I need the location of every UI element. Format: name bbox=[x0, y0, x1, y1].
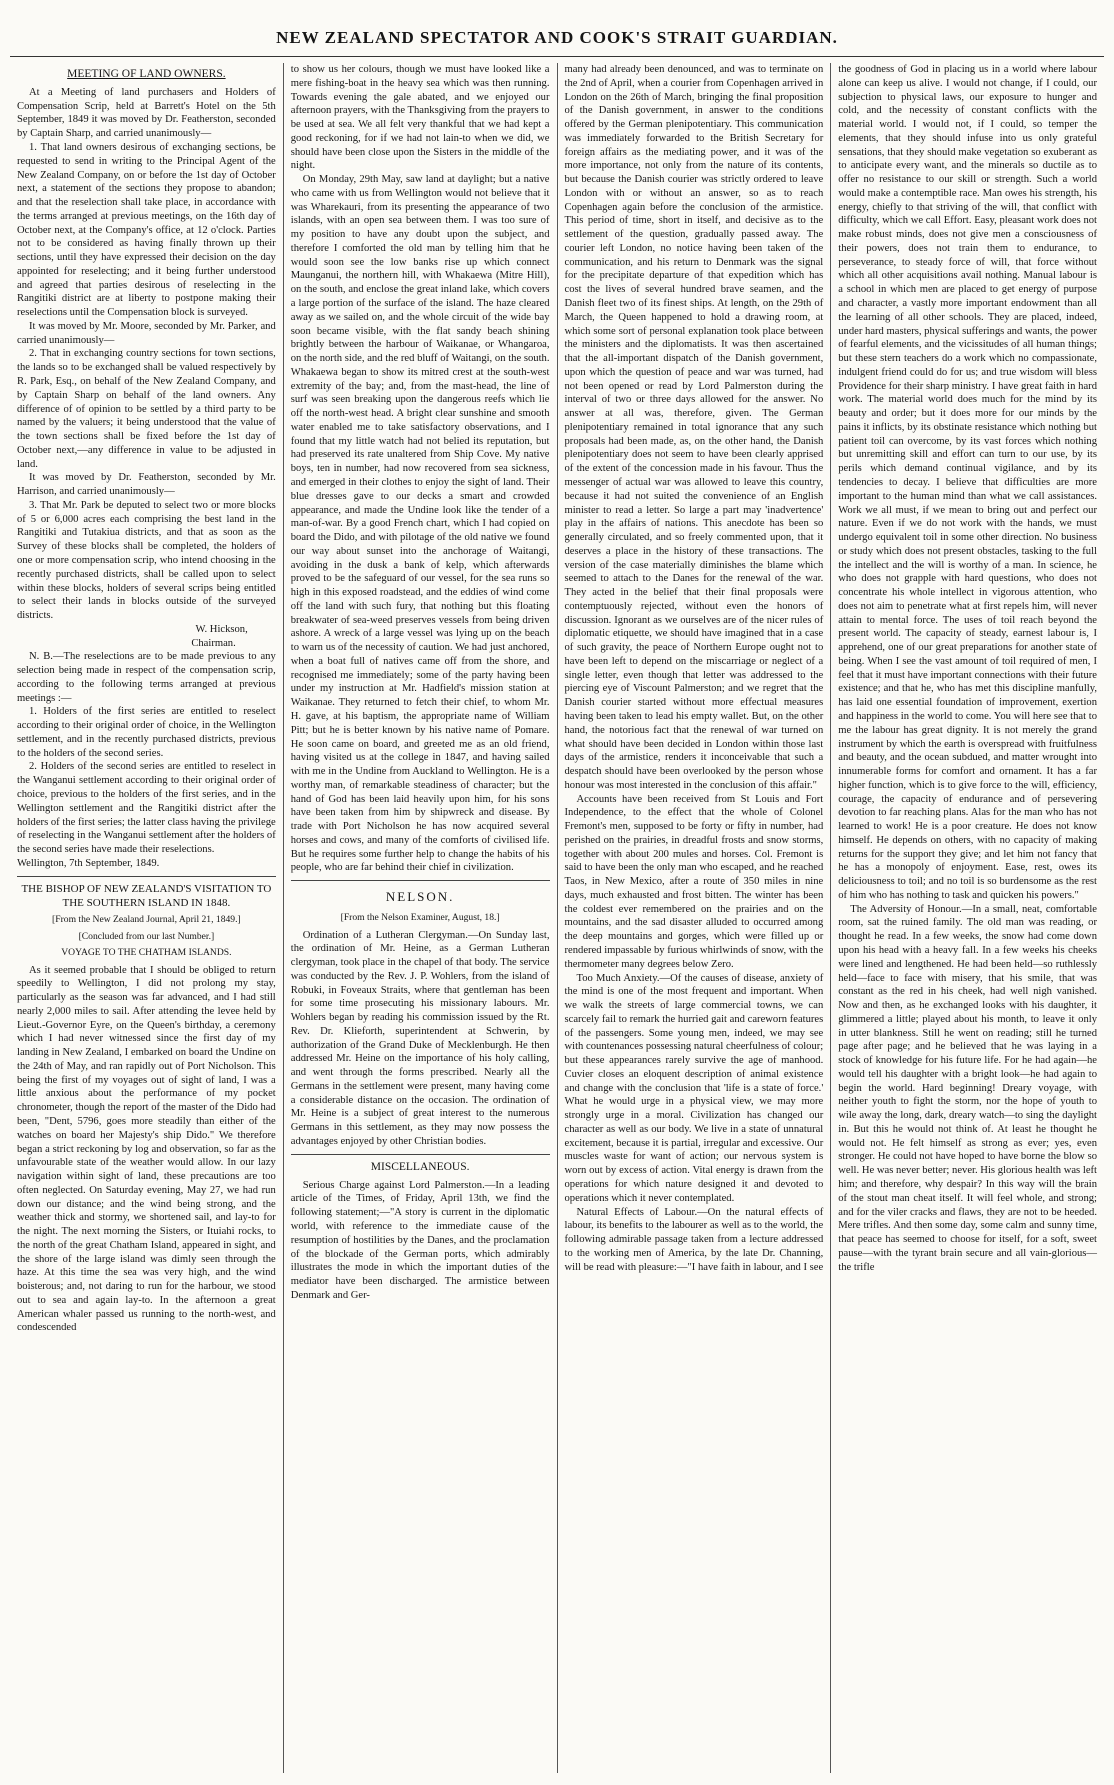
column-3 bbox=[557, 63, 831, 1773]
divider bbox=[17, 876, 276, 877]
masthead: NEW ZEALAND SPECTATOR AND COOK'S STRAIT GUARDIAN. bbox=[10, 8, 1104, 57]
columns bbox=[10, 63, 1104, 1773]
heading-nelson: NELSON. bbox=[385, 889, 455, 905]
divider bbox=[291, 1154, 550, 1155]
column-2 bbox=[283, 63, 557, 1773]
heading-miscellaneous: MISCELLANEOUS. bbox=[370, 1160, 470, 1173]
paragraph: Natural Effects of Labour.—On the natural effects of labour, its benefits to the labourer as well as to the world, the following admirable passage taken from a lecture addressed to the working men of America, by the late Dr. Channing, will be read with pleasure:—"I have faith in labour, and I see bbox=[564, 1206, 824, 1273]
paragraph: It was moved by Dr. Featherston, seconded by Mr. Harrison, and carried unanimously— bbox=[17, 472, 276, 498]
heading-meeting-of-land-owners: MEETING OF LAND OWNERS. bbox=[67, 68, 226, 80]
source-note: [From the Nelson Examiner, August, 18.] bbox=[340, 912, 500, 924]
paragraph: It was moved by Mr. Moore, seconded by Mr. Parker, and carried unanimously— bbox=[17, 320, 276, 346]
dateline: Wellington, 7th September, 1849. bbox=[17, 857, 160, 869]
paragraph: 3. That Mr. Park be deputed to select two or more blocks of 5 or 6,000 acres each comprising the best land in the Rangitiki and Tutakiua districts, and that as soon as the Survey of these blocks shall be completed, the holders of one or more compensation scrip, who intend choosing in the recently purchased districts, shall be called upon to select within these blocks, holders of several scrips being entitled to select their lands in blocks outside of the surveyed districts. bbox=[17, 499, 276, 622]
source-note: [From the New Zealand Journal, April 21, 1849.] bbox=[52, 914, 241, 926]
paragraph: Ordination of a Lutheran Clergyman.—On Sunday last, the ordination of Mr. Heine, as a German Lutheran clergyman, took place in the chapel of that body. The service was conducted by the Rev. J. P. Wohlers, from the island of Robuki, in Foveaux Straits, where that gentleman has been for some time prosecuting his missionary labours. Mr. Wohlers began by reading his commission issued by the Rt. Rev. Dr. Klieforth, superintendent at Schwerin, by authorization of the Grand Duke of Mecklenburgh. He then addressed Mr. Heine on the importance of his holy calling, and went through the forms prescribed. Nearly all the Germans in the settlement were present, many having come a considerable distance on the occasion. The ordination of Mr. Heine is a subject of great interest to the numerous Germans in this settlement, as they may now possess the advantages enjoyed by other Christian bodies. bbox=[290, 929, 550, 1148]
subheading-voyage: VOYAGE TO THE CHATHAM ISLANDS. bbox=[61, 947, 232, 959]
paragraph: N. B.—The reselections are to be made previous to any selection being made in respect of the compensation scrip, according to the following terms arranged at previous meetings :— bbox=[17, 651, 276, 704]
paragraph: The Adversity of Honour.—In a small, neat, comfortable room, sat the ruined family. The old man was reading, or thought he read. In a few weeks, the snow had come down upon his head with a heavy fall. In a few weeks his cheeks were lined and lengthened. He had been held—so ruthlessly held—face to face with misery, that his smile, that was constant as the red in his cheek, had well nigh vanished. Now and then, as he exchanged looks with his daughter, it glimmered a little; played about his month, to leave it only in utter blankness. Still he went on reading; still he turned page after page; and he believed that he was laying in a stock of knowledge for his future life. For he had again—he would tell his daughter with a bright look—he had again to begin the world. Hard beginning! Dreary voyage, with neither youth to fight the storm, nor the hope of youth to wile away the long, dark, dreary watch—to sing the daylight in. But this he would not think of. At least he thought he would not. He felt himself as strong as ever; yes, even stronger. He could not have hoped to have borne the blow so well. He was never better; never. His glorious health was left him; and therefore, why despair? In this way will the brain of the stout man cheat itself. It will feel whole, and strong; and for the viler cracks and flaws, they are not to be heeded. Mere trifles. And then some day, some calm and sunny time, that peace has seemed to choose for itself, for a soft, sweet pause—with the tyrant brain secure and all vain-glorious—the trifle bbox=[838, 903, 1097, 1273]
paragraph: the goodness of God in placing us in a world where labour alone can keep us alive. I would not change, if I could, our subjection to physical laws, our exposure to hunger and cold, and the necessity of constant conflicts with the material world. I would not, if I could, so temper the elements, that they should infuse into us only grateful sensations, that they should make vegetation so exuberant as to anticipate every want, and the minerals so ductile as to offer no resistance to our skill or strength. Such a world would make a contemptible race. Man owes his strength, his energy, chiefly to that striving of the will, that conflict with difficulty, which we call Effort. Easy, pleasant work does not make robust minds, does not give men a consciousness of their powers, does not train them to endurance, to perseverance, to steady force of will, that force without which all other acquisitions avail nothing. Manual labour is a school in which men are placed to get energy of purpose and character, a vastly more important endowment than all the learning of all other schools. They are placed, indeed, under hard masters, physical sufferings and wants, the power of fearful elements, and the vicissitudes of all human things; but these stern teachers do a work which no compassionate, indulgent friend could do for us; and true wisdom will bless Providence for their sharp ministry. I have great faith in hard work. The material world does much for the mind by its beauty and order; but it does more for our minds by the pains it inflicts, by its obstinate resistance which nothing but patient toil can overcome, by its vast forces which nothing but unremitting skill and effort can turn to our use, by its perils which demand continual vigilance, and by its tendencies to decay. I believe that difficulties are more important to the human mind than what we call assistances. Work we all must, if we mean to bring out and perfect our nature. Even if we do not work with the hands, we must undergo equivalent toil in some other direction. No business or study which does not present obstacles, tasking to the full the intellect and the will is worthy of a man. In science, he who does not grapple with hard questions, who does not concentrate his whole intellect in vigorous attention, who does not aim to penetrate what at first repels him, will never attain to mental force. The uses of toil reach beyond the present world. The capacity of steady, earnest labour is, I apprehend, one of our great preparations for another state of being. When I see the vast amount of toil required of men, I feel that it must have important connections with their future existence; and that he, who has met this discipline manfully, has laid one essential foundation of improvement, exertion and happiness in the world to come. You will here see that to me the labour has great dignity. It is not merely the grand instrument by which the earth is overspread with fruitfulness and beauty, and the ocean subdued, and matter wrought into innumerable forms for comfort and ornament. It has a far higher function, which is to give force to the will, efficiency, courage, the capacity of endurance and of persevering devotion to far reaching plans. Alas for the man who has not learned to work! He is a poor creature. He does not know himself. He depends on others, with no capacity of making returns for the support they give; and let him not fancy that he has a monopoly of enjoyment. Ease, rest, owes its deliciousness to toil; and no toil is so burdensome as the rest of him who has nothing to task and quicken his powers." bbox=[838, 64, 1097, 901]
paragraph: 2. That in exchanging country sections for town sections, the lands so to be exchanged shall be valued respectively by R. Park, Esq., on behalf of the New Zealand Company, and by Captain Sharp on behalf of the land owners. Any difference of of opinion to be settled by a third party to be named by the valuers; it being understood that the value of the town sections shall be fixed before the 1st day of October next,—any difference in value to be adjusted in land. bbox=[17, 348, 276, 470]
paragraph: Serious Charge against Lord Palmerston.—In a leading article of the Times, of Friday, April 13th, we find the following statement;—"A story is current in the diplomatic world, with reference to the immediate cause of the resumption of hostilities by the Danes, and the proclamation of the blockade of the German ports, which admirably illustrates the mode in which the important duties of the mediator have been discharged. The armistice between Denmark and Ger- bbox=[290, 1179, 550, 1301]
paragraph: At a Meeting of land purchasers and Holders of Compensation Scrip, held at Barrett's Hotel on the 5th September, 1849 it was moved by Dr. Featherston, seconded by Captain Sharp, and carried unanimously— bbox=[17, 86, 276, 140]
paragraph: many had already been denounced, and was to terminate on the 2nd of April, when a courier from Copenhagen arrived in London on the 26th of March, bringing the final proposition of the Danish government, in answer to the conditions offered by the German plenipotentiary. This communication was immediately forwarded to the British Secretary for foreign affairs as the mediating power, and it was of the more importance, not only from the nature of its contents, but because the Danish courier was strictly ordered to leave London with or without an answer, so as to reach Copenhagen again before the conclusion of the armistice. This period of time, short in itself, and decisive as to the settlement of the question, gradually passed away. The courier left London, no notice having been taken of the communication, and his return to Denmark was the signal for the precipitate departure of that expedition which has cost the lives of several hundred brave seamen, and the Danish fleet two of its finest ships. At length, on the 29th of March, the Queen happened to hold a drawing room, at which some sort of personal explanation took place between the ministers and the diplomatists. It was then ascertained that the all-important dispatch of the Danish government, upon which the question of peace and war was turned, had not been opened or read by Lord Palmerston during the interval of two or three days allowed for the answer. No answer at all was, therefore, given. The German plenipotentiary remained in total ignorance that any such proposals had been made, as, on the other hand, the Danish plenipotentiary does not seem to have been clearly apprised of the extent of the concession made in his favour. Thus the messenger of actual war was allowed to leave this country, because it had not suited the convenience of an English minister to read a letter. So large a part may 'inadvertence' play in the affairs of nations. This anecdote has been so generally circulated, and so freely commented upon, that it deserves a place in the history of these transactions. The version of the case materially diminishes the blame which seemed to attach to the Danes for the renewal of the war. They acted in the belief that their final proposals were contemptuously rejected, without even the honors of discussion. Ignorant as we ourselves are of the nicer rules of diplomatic etiquette, we should have imagined that in a case of such gravity, the peace of Northern Europe ought not to have been left to depend on the miscarriage or neglect of a single letter, even though that letter was addressed to the piercing eye of Viscount Palmerston; and we regret that the Danish courier started without more effectual measures having been taken to lead his empty wallet. But, on the other hand, the notorious fact that the renewal of war turned on what should have been decided in London within those last days of the armistice, renders it inconceivable that such a despatch should have been overlooked by the person whose honour was most interested in the conclusion of this affair." bbox=[564, 64, 824, 791]
column-4 bbox=[830, 63, 1104, 1773]
column-1 bbox=[10, 63, 283, 1773]
concluded-note: [Concluded from our last Number.] bbox=[78, 930, 215, 942]
signature-name: W. Hickson, bbox=[195, 623, 248, 635]
paragraph: to show us her colours, though we must have looked like a mere fishing-boat in the heavy sea which was then running. Towards evening the gale abated, and we enjoyed our afternoon prayers, with the Thanksgiving from the prayers to be used at sea. We all felt very thankful that we had kept a good reckoning, for if we had not lain-to when we did, we should have been close upon the Sisters in the middle of the night. bbox=[290, 64, 550, 172]
paragraph: As it seemed probable that I should be obliged to return speedily to Wellington, I did not prolong my stay, particularly as the season was far advanced, and I had still nearly 2,000 miles to sail. After attending the levee held by Lieut.-Governor Eyre, on the Queen's birthday, a ceremony which I had never witnessed since the first day of my landing in New Zealand, I embarked on board the Undine on the 24th of May, and ran rapidly out of Port Nicholson. This being the first of my voyages out of sight of land, I was a little anxious about the performance of my pocket chronometer, though the report of the master of the Dido had been, "Dent, 5796, goes more steadily than either of the watches on board her Majesty's ship Dido." We therefore began a strict reckoning by log and observation, so far as the unfavourable state of the weather would allow. In our lazy navigation within sight of land, these precautions are too often neglected. On Saturday evening, May 27, we had run down our distance; and the wind being strong, and the weather thick and stormy, we shortened sail, and lay-to for the night. The next morning the Sisters, or Ituiahi rocks, to the north of the great Chatham Island, appeared in sight, and the shore of the large island was dimly seen through the haze. At this time the sea was very high, and the wind boisterous; and, not daring to run for the harbour, we stood out to sea and again lay-to. In the afternoon a great American whaler passed us running to the north-west, and condescended bbox=[17, 964, 276, 1334]
signature-title: Chairman. bbox=[191, 637, 236, 649]
paragraph: Too Much Anxiety.—Of the causes of disease, anxiety of the mind is one of the most frequent and important. When we walk the streets of large commercial towns, we can scarcely fail to remark the hurried gait and careworn features of the passengers. Some young men, indeed, we may see with countenances possessing natural cheerfulness of colour; but these appearances rarely survive the age of manhood. Cuvier closes an eloquent description of animal existence and change with the conclusion that 'life is a state of force.' What he would urge in a physical view, we may more strongly urge in a moral. Civilization has changed our character as well as our body. We live in a state of unnatural excitement, because it is partial, irregular and excessive. Our muscles waste for want of action; our nervous system is worn out by excess of action. Vital energy is drawn from the operations for which nature designed it and devoted to operations which it never contemplated. bbox=[564, 972, 824, 1204]
paragraph: 2. Holders of the second series are entitled to reselect in the Wanganui settlement according to their original order of choice, previous to the holders of the first series, and in the Wellington settlement and the Rangitiki district after the holders of the first series; the latter class having the privilege of reselecting in the Wanganui settlement after the holders of the second series have made their reselections. bbox=[17, 761, 276, 856]
divider bbox=[291, 880, 550, 881]
paragraph: On Monday, 29th May, saw land at daylight; but a native who came with us from Wellington would not believe that it was Wharekauri, from its presenting the appearance of two islands, with an open sea between them. I was too sure of my position to have any doubt upon the subject, and therefore I comforted the old man by telling him that he would soon see the low banks rise up which connect Maunganui, the northern hill, with Whakaewa (Mitre Hill), on the south, and enclose the great inland lake, which covers a large portion of the surface of the island. The haze cleared away as we sailed on, and the whole circuit of the wide bay soon became visible, with the flat sandy beach shining brightly between the harbour of Waikanae, or Whangaroa, on the north side, and the red bluff of Waitangi, on the south. Whakaewa began to show its mitred crest at the south-west extremity of the bay; and, from the mast-head, the line of surf was seen breaking upon the dangerous reefs which lie off the north-west head. A bright clear sunshine and smooth water enabled me to take satisfactory observations, and I found that my little watch had not belied its reputation, but had preserved its rate unaltered from Ship Cove. My native boys, ten in number, had now recovered from sea sickness, and emerged in their clothes to enjoy the sight of land. Their blue dresses gave to our decks a smart and crowded appearance, and made the Undine look like the tender of a man-of-war. By a good French chart, which I had copied on board the Dido, and with pilotage of the old native we found our way about sunset into the anchorage of Waitangi, avoiding in the dusk a bank of kelp, which afterwards proved to be the safeguard of our vessel, for the sea runs so high in this exposed roadstead, and the eddies of wind come off the land with such fury, that nothing but this floating breakwater of sea-weed preserves vessels from being driven ashore. A wreck of a large vessel was lying up on the beach to warn us of the necessity of caution. We had just anchored, when a boat full of natives came off from the shore, and recognised me immediately; some of the party having been under my instruction at Mr. Hadfield's mission station at Waikanae. They returned to fetch their chief, to whom Mr. H. gave, at his baptism, the appropriate name of William Pitt; but he is better known by his native name of Pomare. He soon came on board, and greeted me as an old friend, having visited us at the college in 1847, and having sailed with me in the Undine from Auckland to Wellington. He is a worthy man, of remarkable steadiness of character; but the hand of God has been laid heavily upon him, for his sons have been taken from him by shipwreck and disease. By trade with Port Nicholson he has now acquired several horses and cows, and many of the comforts of civilised life. But he requires some further help to change the habits of his people, who are far behind their chief in civilization. bbox=[290, 174, 550, 874]
paragraph: 1. That land owners desirous of exchanging sections, be requested to send in writing to the Principal Agent of the New Zealand Company, on or before the 1st day of October next, a statement of the sections they propose to abandon; and that the reselection shall take place, in accordance with the terms arranged at previous meetings, on the 16th day of October next, at the Company's office, at 12 o'clock. Parties not to be considered as having finally thrown up their sections, until they have expressed their decision on the day appointed for reselecting; and it being further understood and agreed that parties desirous of reselecting in the Rangitiki district are at liberty to postpone making their reselections until the Compensation block is surveyed. bbox=[17, 142, 276, 319]
heading-bishop-visitation: THE BISHOP OF NEW ZEALAND'S VISITATION TO THE SOUTHERN ISLAND IN 1848. bbox=[21, 882, 272, 909]
paragraph: Accounts have been received from St Louis and Fort Independence, to the effect that the whole of Colonel Fremont's men, supposed to be forty or fifty in number, had perished on the prairies, in dreadful frosts and snow storms, together with about 200 mules and horses. Col. Fremont is said to have been the only man who escaped, and he reached Taos, in New Mexico, after a route of 350 miles in nine days, much exhausted and frost bitten. The winter has been the coldest ever remembered on the prairies and on the mountains, and the sad disaster alluded to occurred among the deep mountains and gorges, which were filled up or rendered impassable by furious whirlwinds of snow, with the thermometer many degrees below Zero. bbox=[564, 793, 824, 970]
paragraph: 1. Holders of the first series are entitled to reselect according to their original order of choice, in the Wellington settlement, and in the recently purchased districts, previous to the holders of the second series. bbox=[17, 706, 276, 759]
